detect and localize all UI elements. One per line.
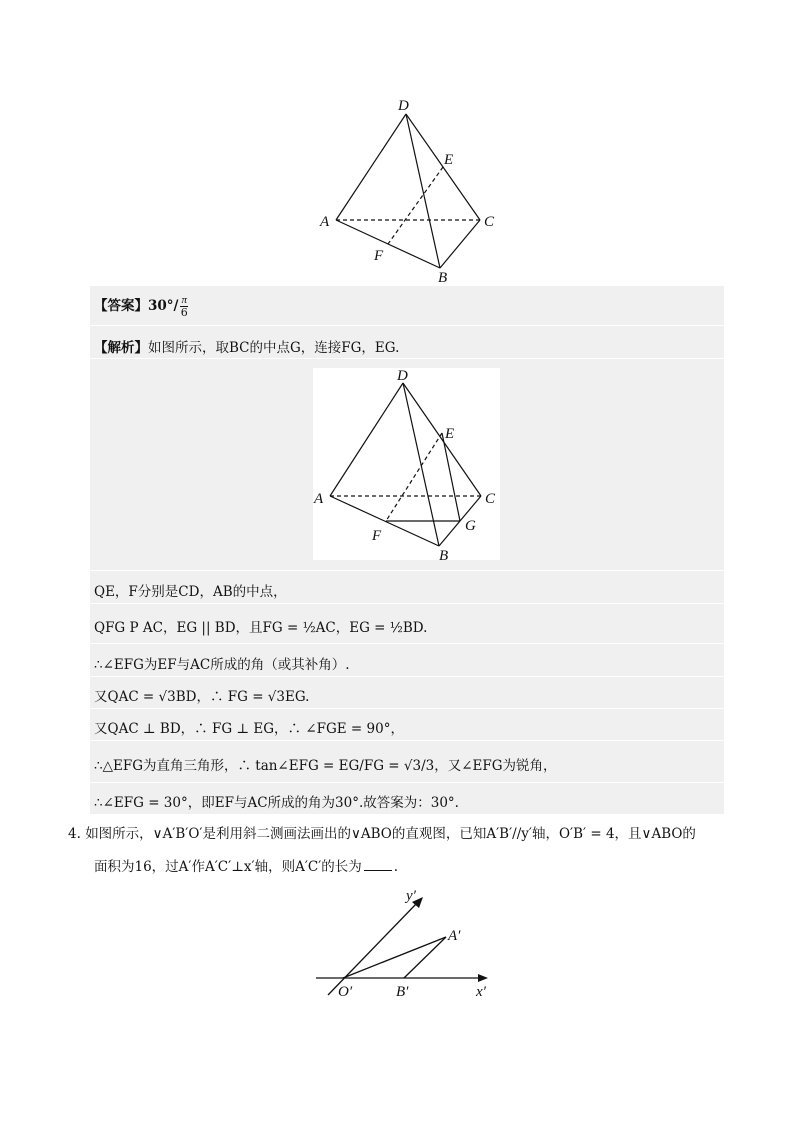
step-2: QFG P AC，EG || BD，且FG = ½AC，EG = ½BD. <box>94 620 428 636</box>
figure-oblique-axes <box>310 880 510 1005</box>
step-3: ∴∠EFG为EF与AC所成的角（或其补角）. <box>94 657 350 673</box>
label-A: A <box>320 214 330 230</box>
figure-tetrahedron-2 <box>313 368 500 560</box>
label2-F: F <box>372 528 382 544</box>
question4-end: . <box>393 859 399 875</box>
answer-value: 30°/ <box>148 298 179 314</box>
label2-B: B <box>439 548 449 560</box>
answer-blank[interactable] <box>364 870 392 871</box>
label2-E: E <box>445 426 455 442</box>
analysis-line <box>94 336 399 356</box>
answer-frac-num: π <box>181 294 187 306</box>
analysis-text: 如图所示，取BC的中点G，连接FG，EG. <box>148 340 400 356</box>
step-6: ∴△EFG为直角三角形，∴ tan∠EFG = EG/FG = √3/3，又∠EFG为锐角， <box>94 758 557 774</box>
question4-number: 4. <box>68 826 81 842</box>
label3-B: B′ <box>396 984 409 1000</box>
label-F: F <box>374 248 384 264</box>
step-4: 又QAC = √3BD，∴ FG = √3EG. <box>94 689 310 705</box>
label-E: E <box>444 152 454 168</box>
label2-G: G <box>465 518 476 534</box>
step-7: ∴∠EFG = 30°，即EF与AC所成的角为30°.故答案为：30°. <box>94 795 459 811</box>
x-axis-arrow-icon <box>478 974 488 982</box>
question4-text2: 面积为16，过A′作A′C′⊥x′轴，则A′C′的长为 <box>94 859 362 875</box>
figure-tetrahedron-1 <box>310 92 510 284</box>
label-C: C <box>484 214 495 230</box>
answer-tag: 【答案】 <box>94 298 148 314</box>
label3-y: y′ <box>406 888 416 904</box>
answer-frac-den: 6 <box>180 306 188 319</box>
label2-A: A <box>314 491 324 507</box>
step-5: 又QAC ⊥ BD，∴ FG ⊥ EG，∴ ∠FGE = 90°， <box>94 721 404 737</box>
question4-text1: 如图所示，∨A′B′O′是利用斜二测画法画出的∨ABO的直观图，已知A′B′//y′轴，O′B′ = 4，且∨ABO的 <box>85 826 696 842</box>
label3-O: O′ <box>338 984 353 1000</box>
label-B: B <box>438 270 448 284</box>
analysis-tag: 【解析】 <box>94 340 148 356</box>
label2-D: D <box>397 368 408 384</box>
answer-line <box>94 294 190 319</box>
label2-C: C <box>485 491 496 507</box>
label3-A: A′ <box>448 928 461 944</box>
label3-x: x′ <box>476 984 486 1000</box>
label-D: D <box>398 98 409 114</box>
question4-line2 <box>94 855 398 875</box>
step-1: QE，F分别是CD，AB的中点， <box>94 584 287 600</box>
question4-line1 <box>68 822 696 842</box>
